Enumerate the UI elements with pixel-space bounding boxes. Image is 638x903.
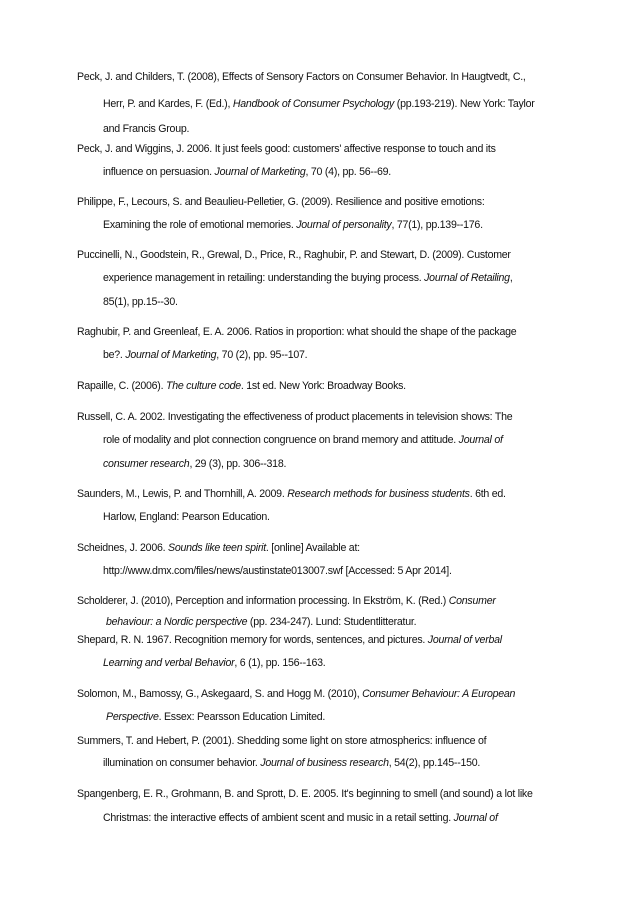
italic-title-segment: Journal of verbal xyxy=(427,634,502,646)
italic-title-segment: Consumer Behaviour: A European xyxy=(362,688,516,700)
italic-title-segment: Perspective xyxy=(106,711,159,723)
text-segment: Spangenberg, E. R., Grohmann, B. and Sprott, D. E. 2005. It's beginning to smell (and sound) a lot like xyxy=(77,788,533,800)
text-segment: Scheidnes, J. 2006. xyxy=(77,542,168,554)
text-segment: (pp. 234-247). Lund: Studentlitteratur. xyxy=(247,616,417,628)
italic-title-segment: Journal of xyxy=(453,812,498,824)
reference-line xyxy=(103,457,286,471)
reference-line xyxy=(77,687,515,701)
italic-title-segment: Sounds like teen spirit xyxy=(168,542,266,554)
reference-line xyxy=(103,510,270,524)
italic-title-segment: consumer research xyxy=(103,458,190,470)
text-segment: Examining the role of emotional memories. xyxy=(103,219,297,231)
italic-title-segment: Consumer xyxy=(448,595,496,607)
reference-line xyxy=(77,410,512,424)
italic-title-segment: Learning and verbal Behavior xyxy=(103,657,235,669)
text-segment: illumination on consumer behavior. xyxy=(103,757,261,769)
reference-line xyxy=(103,122,189,136)
text-segment: Scholderer, J. (2010), Perception and information processing. In Ekström, K. (Red.) xyxy=(77,595,449,607)
text-segment: experience management in retailing: understanding the buying process. xyxy=(103,272,425,284)
reference-line xyxy=(103,564,452,578)
text-segment: http://www.dmx.com/files/news/austinstate013007.swf [Accessed: 5 Apr 2014]. xyxy=(103,565,452,577)
italic-title-segment: Journal of Marketing xyxy=(214,166,306,178)
text-segment: Summers, T. and Hebert, P. (2001). Shedding some light on store atmospherics: influence of xyxy=(77,735,487,747)
italic-title-segment: Journal of Marketing xyxy=(125,349,217,361)
reference-line xyxy=(77,734,486,748)
reference-line xyxy=(103,165,391,179)
text-segment: , 6 (1), pp. 156--163. xyxy=(234,657,326,669)
text-segment: , 77(1), pp.139--176. xyxy=(391,219,483,231)
reference-line xyxy=(103,433,503,447)
text-segment: Peck, J. and Wiggins, J. 2006. It just feels good: customers' affective response to touch and its xyxy=(77,143,496,155)
text-segment: , xyxy=(509,272,513,284)
reference-line xyxy=(77,787,533,801)
reference-line xyxy=(77,541,360,555)
reference-line xyxy=(103,218,483,232)
italic-title-segment: The culture code xyxy=(165,380,241,392)
reference-line xyxy=(103,811,498,825)
reference-line xyxy=(103,756,480,770)
text-segment: . 6th ed. xyxy=(469,488,506,500)
text-segment: , 54(2), pp.145--150. xyxy=(388,757,481,769)
reference-line xyxy=(103,348,307,362)
text-segment: 85(1), pp.15--30. xyxy=(103,296,178,308)
reference-line xyxy=(103,295,178,309)
text-segment: Solomon, M., Bamossy, G., Askegaard, S. and Hogg M. (2010), xyxy=(77,688,363,700)
text-segment: Shepard, R. N. 1967. Recognition memory for words, sentences, and pictures. xyxy=(77,634,428,646)
text-segment: Herr, P. and Kardes, F. (Ed.), xyxy=(103,98,233,110)
reference-line xyxy=(77,487,506,501)
italic-title-segment: Journal of business research xyxy=(260,757,389,769)
italic-title-segment: Research methods for business students xyxy=(287,488,470,500)
text-segment: and Francis Group. xyxy=(103,123,190,135)
reference-line xyxy=(106,710,325,724)
text-segment: (pp.193-219). New York: Taylor xyxy=(394,98,535,110)
text-segment: Christmas: the interactive effects of ambient scent and music in a retail setting. xyxy=(103,812,454,824)
reference-line xyxy=(77,70,526,84)
italic-title-segment: Journal of Retailing xyxy=(424,272,510,284)
text-segment: . 1st ed. New York: Broadway Books. xyxy=(240,380,406,392)
text-segment: , 29 (3), pp. 306--318. xyxy=(189,458,287,470)
text-segment: Peck, J. and Childers, T. (2008), Effects of Sensory Factors on Consumer Behavior. In Haugtvedt, C., xyxy=(77,71,526,83)
text-segment: . Essex: Pearsson Education Limited. xyxy=(158,711,326,723)
text-segment: be?. xyxy=(103,349,126,361)
italic-title-segment: Journal of xyxy=(458,434,503,446)
text-segment: Raghubir, P. and Greenleaf, E. A. 2006. Ratios in proportion: what should the shape of the package xyxy=(77,326,517,338)
text-segment: , 70 (2), pp. 95--107. xyxy=(216,349,308,361)
text-segment: influence on persuasion. xyxy=(103,166,215,178)
text-segment: Philippe, F., Lecours, S. and Beaulieu-Pelletier, G. (2009). Resilience and positive emotions: xyxy=(77,196,485,208)
reference-line xyxy=(103,97,535,111)
reference-line xyxy=(77,594,496,608)
text-segment: role of modality and plot connection congruence on brand memory and attitude. xyxy=(103,434,459,446)
text-segment: Russell, C. A. 2002. Investigating the effectiveness of product placements in television shows: The xyxy=(77,411,513,423)
reference-line xyxy=(77,248,511,262)
reference-line xyxy=(77,379,406,393)
reference-line xyxy=(103,656,325,670)
italic-title-segment: Journal of personality xyxy=(296,219,392,231)
text-segment: Puccinelli, N., Goodstein, R., Grewal, D., Price, R., Raghubir, P. and Stewart, D. (2009). Customer xyxy=(77,249,511,261)
reference-line xyxy=(77,142,496,156)
text-segment: , 70 (4), pp. 56--69. xyxy=(305,166,391,178)
reference-line xyxy=(103,271,513,285)
reference-line xyxy=(106,615,416,629)
italic-title-segment: Handbook of Consumer Psychology xyxy=(232,98,395,110)
text-segment: Rapaille, C. (2006). xyxy=(77,380,166,392)
reference-line xyxy=(77,195,485,209)
reference-line xyxy=(77,325,516,339)
text-segment: Saunders, M., Lewis, P. and Thornhill, A. 2009. xyxy=(77,488,288,500)
reference-line xyxy=(77,633,502,647)
text-segment: . [online] Available at: xyxy=(265,542,360,554)
italic-title-segment: behaviour: a Nordic perspective xyxy=(106,616,248,628)
text-segment: Harlow, England: Pearson Education. xyxy=(103,511,270,523)
